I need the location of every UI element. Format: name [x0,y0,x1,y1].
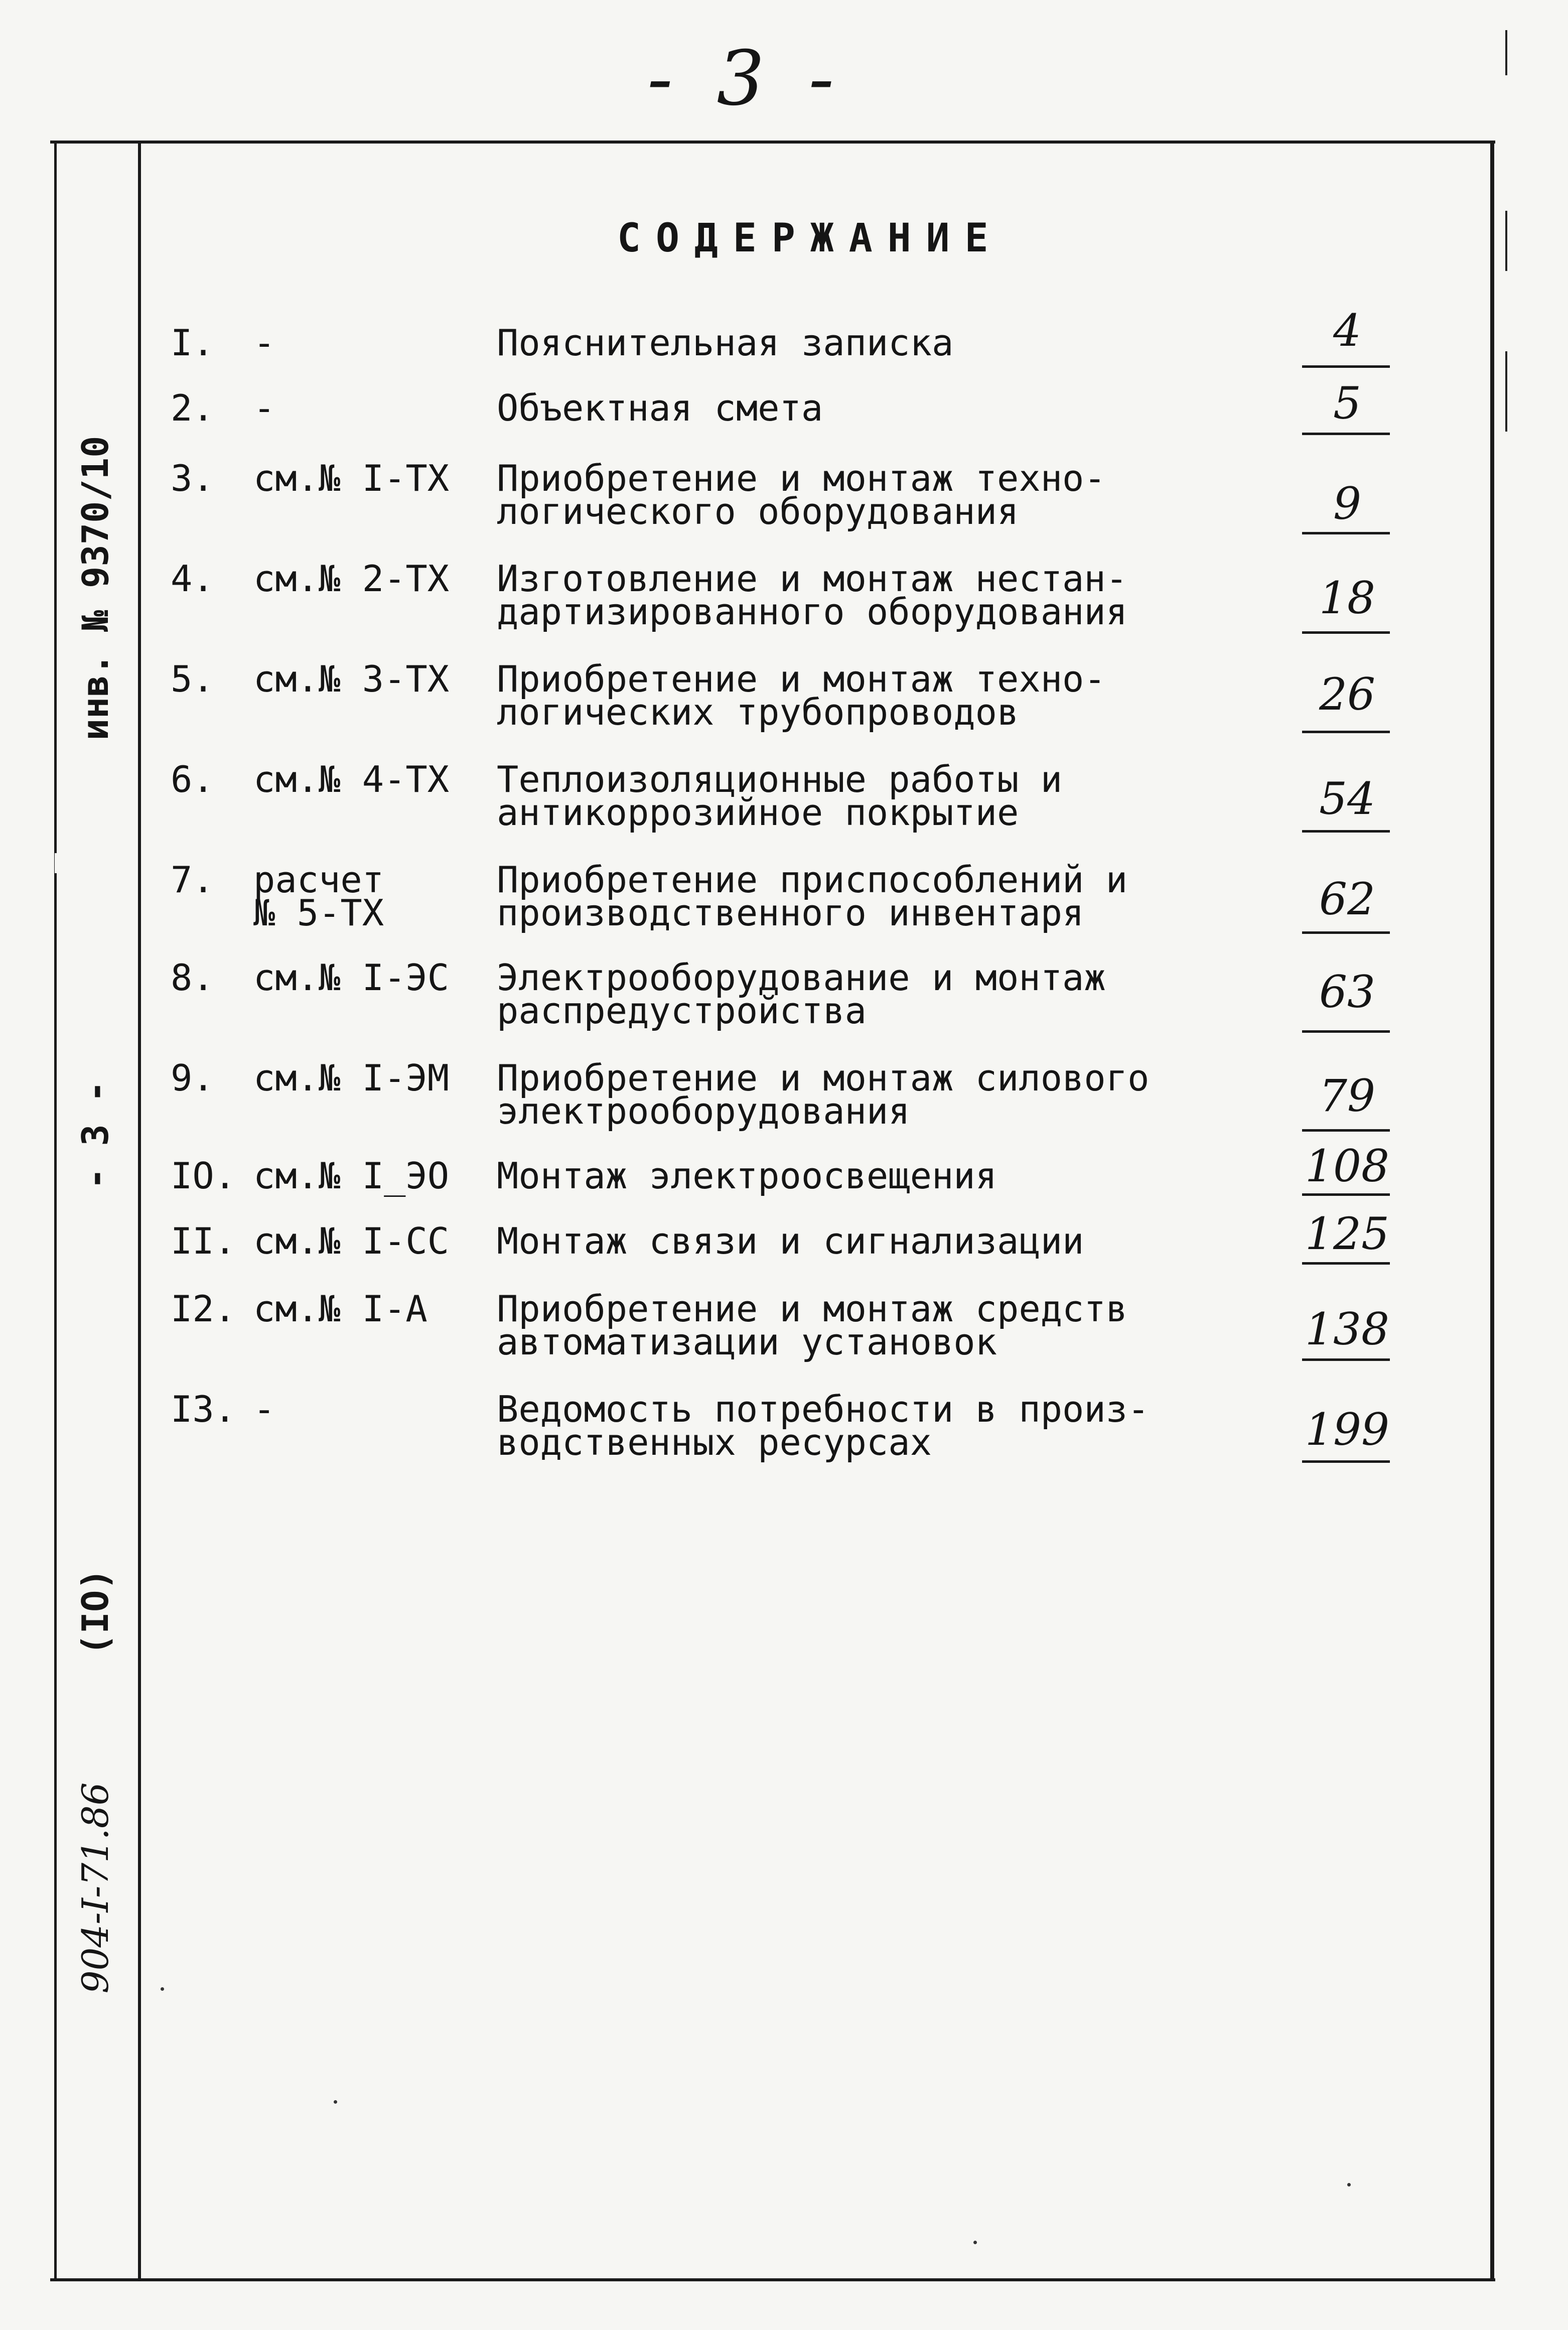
toc-page-underline [1302,1193,1390,1196]
toc-description: Ведомость потребности в произ- водственных ресурсах [497,1388,1150,1463]
toc-page-number: 5 [1333,377,1361,429]
toc-page-underline [1302,1262,1390,1265]
toc-number: 8. [171,956,214,999]
toc-reference: см.№ 3-ТХ [253,658,450,700]
toc-page-underline [1302,1358,1390,1361]
toc-page-underline [1302,365,1390,368]
toc-number: II. [171,1220,236,1262]
document-title: СОДЕРЖАНИЕ [617,216,1004,261]
toc-page-underline [1302,532,1390,534]
toc-number: 3. [171,457,214,499]
toc-reference: см.№ 2-ТХ [253,558,450,600]
toc-reference: см.№ I-А [253,1288,427,1330]
frame-gap [55,853,58,873]
toc-number: IO. [171,1155,236,1197]
toc-description: Приобретение и монтаж силового электрооборудования [497,1057,1150,1132]
side-code [74,1587,116,2189]
side-suffix-text: (IO) [74,1568,116,1656]
side-inventory [74,287,116,889]
toc-reference: см.№ I-ЭС [253,956,450,999]
toc-page-number: 26 [1319,668,1375,720]
toc-number: I2. [171,1288,236,1330]
toc-description: Объектная смета [497,387,823,429]
toc-page-underline [1302,931,1390,934]
toc-description: Монтаж электроосвещения [497,1155,997,1197]
toc-number: 7. [171,859,214,901]
toc-page-underline [1302,1129,1390,1132]
frame-top-line [50,141,1495,144]
toc-page-number: 125 [1305,1208,1389,1260]
toc-description: Приобретение и монтаж техно- логического оборудования [497,457,1106,532]
toc-description: Теплоизоляционные работы и антикоррозийное покрытие [497,758,1063,834]
side-code-text: 904-I-71.86 [74,1782,116,1994]
toc-reference: см.№ I_ЭО [253,1155,450,1197]
toc-page-underline [1302,1460,1390,1463]
toc-description: Приобретение и монтаж средств автоматизации установок [497,1288,1128,1363]
scan-speck [1347,2183,1351,2186]
frame-right-line [1490,141,1494,2281]
toc-page-underline [1302,631,1390,634]
toc-reference: расчет № 5-ТХ [253,859,384,934]
edge-mark [1505,351,1507,432]
toc-reference: см.№ I-СС [253,1220,450,1262]
toc-page-underline [1302,433,1390,435]
toc-description: Приобретение и монтаж техно- логических трубопроводов [497,658,1106,733]
toc-description: Электрооборудование и монтаж распредустройства [497,956,1106,1032]
toc-reference: см.№ 4-ТХ [253,758,450,800]
scan-speck [161,1987,164,1991]
edge-mark [1505,30,1507,75]
toc-page-number: 138 [1305,1303,1389,1355]
toc-page-number: 108 [1305,1140,1389,1192]
toc-description: Монтаж связи и сигнализации [497,1220,1084,1262]
toc-page-number: 62 [1319,873,1375,925]
toc-number: 4. [171,558,214,600]
side-sheet-text: - 3 - [74,1080,116,1190]
toc-page-number: 63 [1319,966,1375,1018]
toc-page-number: 199 [1305,1404,1389,1455]
toc-number: 9. [171,1057,214,1099]
frame-left-outer-line [54,141,57,2281]
toc-number: I3. [171,1388,236,1430]
scan-speck [973,2241,977,2244]
toc-number: I. [171,322,214,364]
frame-left-inner-line [138,141,141,2281]
toc-description: Пояснительная записка [497,322,954,364]
toc-reference: - [253,387,275,429]
toc-reference: см.№ I-ТХ [253,457,450,499]
toc-page-underline [1302,731,1390,733]
toc-page-number: 18 [1319,572,1375,624]
toc-page-number: 4 [1333,305,1361,356]
toc-number: 2. [171,387,214,429]
edge-mark [1505,211,1507,271]
toc-number: 5. [171,658,214,700]
toc-number: 6. [171,758,214,800]
toc-page-underline [1302,830,1390,833]
side-inventory-text: инв. № 9370/10 [74,436,116,741]
toc-reference: см.№ I-ЭМ [253,1057,450,1099]
scan-speck [334,2100,337,2104]
toc-page-number: 54 [1319,773,1375,825]
toc-page-number: 79 [1319,1070,1375,1122]
toc-reference: - [253,322,275,364]
toc-page-underline [1302,1030,1390,1033]
frame-bottom-line [50,2278,1495,2281]
toc-reference: - [253,1388,275,1430]
toc-description: Приобретение приспособлений и производственного инвентаря [497,859,1128,934]
toc-description: Изготовление и монтаж нестан- дартизированного оборудования [497,558,1128,633]
toc-page-number: 9 [1333,478,1361,529]
page-number: - 3 - [647,35,844,122]
